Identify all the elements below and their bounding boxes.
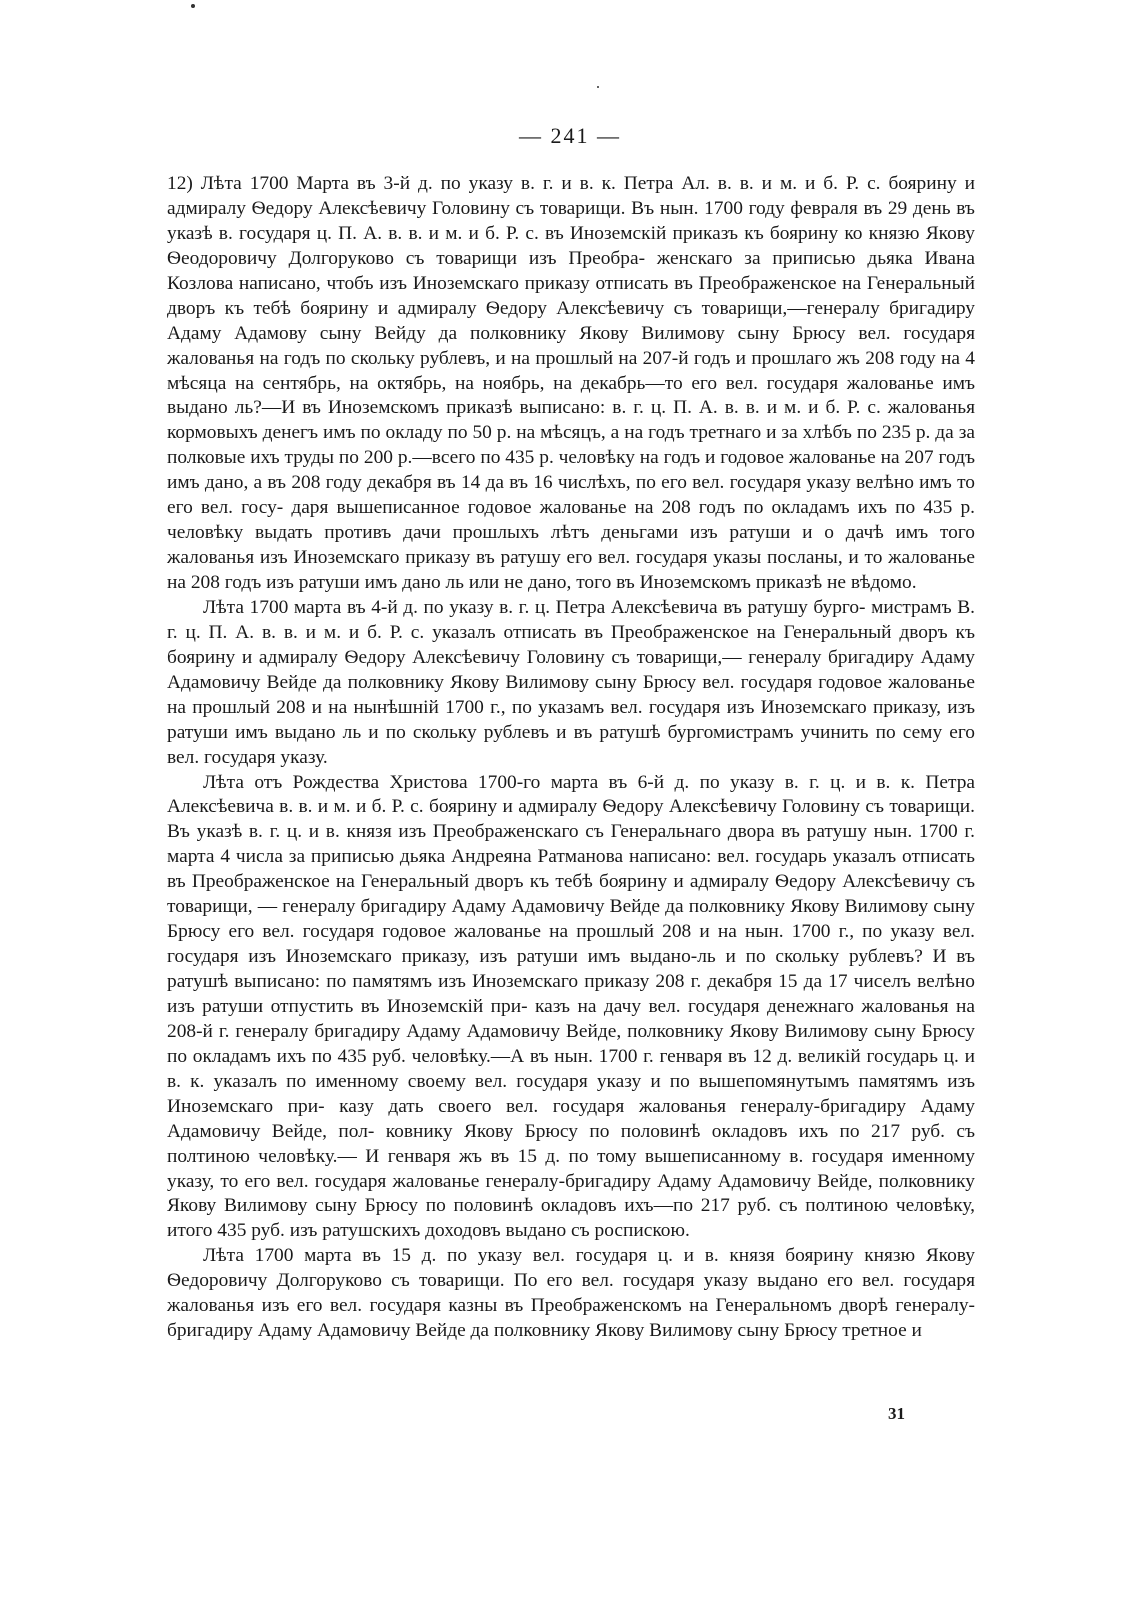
text-line: казъ на дачу вел. государя денежнаго жалованья на 208-й г. генералу бригадиру Адаму (167, 995, 975, 1042)
text-line: 208 и на нын. 1700 г., по указу вел. государя изъ Иноземскаго приказу, изъ ратуши имъ (167, 921, 975, 968)
text-line: государя изъ Иноземскаго приказу, изъ ратуши имъ выдано ль и по скольку рублевъ и въ (167, 696, 975, 743)
paragraph-4 (167, 1244, 975, 1344)
text-line: мистрамъ В. г. ц. П. А. в. в. и м. и б. Р. с. указалъ отписать въ Преображенское на (167, 596, 975, 643)
text-line: съ товарищи,—генералу бригадиру Адаму Адамову сыну Вейду да полковнику Якову Вилимову (167, 297, 975, 344)
text-line: Генеральный дворъ къ боярину и адмиралу Ѳедору Алексѣевичу Головину съ товарищи,— (167, 621, 975, 668)
text-line: Р. с. боярину и адмиралу Ѳедору Алексѣевичу Головину съ товарищи. Въ нын. 1700 году (167, 173, 975, 219)
text-line: жалованья изъ его вел. государя казны въ Преображенскомъ на Генеральномъ дворѣ генералу- (167, 1295, 975, 1317)
scan-speck (597, 86, 599, 88)
text-line: изъ Иноземскаго приказу въ ратушу его вел. государя указы посланы, и то жалованье на (167, 547, 975, 593)
text-line: даря вышеписанное годовое жалованье на 208 годъ по окладамъ ихъ по 435 р. человѣку (167, 497, 975, 544)
text-line: а на годъ третнаго и за хлѣбъ по 235 р. да за полковые ихъ труды по 200 р.—всего по (167, 422, 975, 469)
signature-mark: 31 (888, 1404, 905, 1423)
text-line: Лѣта 1700 марта въ 4-й д. по указу в. г. ц. Петра Алексѣевича въ ратушу бурго- (203, 596, 866, 618)
text-line: вел. государя жалованье имъ выдано ль?—И въ Иноземскомъ приказѣ выписано: в. г. ц. (167, 372, 975, 419)
text-line: и прошлаго жъ 208 году на 4 мѣсяца на сентябрь, на октябрь, на ноябрь, на декабрь—то его (167, 347, 975, 394)
text-line: выдано-ль и по скольку рублевъ? И въ ратушѣ выписано: по памятямъ изъ Иноземскаго (167, 946, 975, 992)
text-line: Ѳедоровичу Долгоруково съ товарищи. По его вел. государя указу выдано его вел. государя (167, 1270, 975, 1292)
text-line: адмиралу Ѳедору Алексѣевичу съ товарищи, — генералу бригадиру Адаму Адамовичу Вейде да (167, 871, 975, 918)
text-line: Лѣта 1700 марта въ 15 д. по указу вел. государя ц. и в. князя боярину князю Якову (203, 1245, 975, 1267)
text-line: 208 годъ изъ ратуши имъ дано ль или не дано, того въ Иноземскомъ приказѣ не вѣдомо. (190, 572, 917, 593)
text-line: казу дать своего вел. государя жалованья генералу-бригадиру Адаму Адамовичу Вейде, пол- (167, 1095, 975, 1142)
text-line: П. А. в. в. и м. и б. Р. с. жалованья кормовыхъ денегъ имъ по окладу по 50 р. на мѣсяцъ, (167, 397, 975, 444)
text-line: И генваря жъ въ 15 д. по тому вышеписанному в. государя именному указу, то его вел. (167, 1145, 975, 1192)
text-line: именному своему вел. государя указу и по вышепомянутымъ памятямъ изъ Иноземскаго при- (167, 1070, 975, 1117)
text-line: государя жалованье генералу-бригадиру Адаму Адамовичу Вейде, полковнику Якову Вилимову (167, 1170, 976, 1217)
text-line: Адамовичу Вейде, полковнику Якову Вилимову сыну Брюсу по окладамъ ихъ по 435 руб. (167, 1020, 975, 1067)
text-line: декабря въ 14 да въ 16 числѣхъ, по его вел. государя указу велѣно имъ то его вел. госу- (167, 472, 975, 519)
text-line: человѣку.—А въ нын. 1700 г. генваря въ 12 д. великій государь ц. и в. к. указалъ по (167, 1045, 975, 1092)
text-line: февраля въ 29 день въ указѣ в. государя ц. П. А. в. в. и м. и б. Р. с. въ Иноземскій (167, 197, 975, 244)
text-line: въ Преображенское на Генеральный дворъ къ тебѣ боярину и адмиралу Ѳедору Алексѣевичу (167, 272, 975, 319)
paragraph-1 (167, 172, 975, 596)
text-line: 12) Лѣта 1700 Марта въ 3-й д. по указу в. г. и в. к. Петра Ал. в. в. и м. и б. (167, 173, 838, 194)
page-header: — 241 — (519, 123, 621, 148)
paragraph-3 (167, 771, 975, 1245)
text-line: товарищи. Въ указѣ в. г. ц. и в. князя изъ Преображенскаго съ Генеральнаго двора въ (167, 796, 975, 843)
text-line: генералу бригадиру Адаму Адамовичу Вейде да полковнику Якову Вилимову сыну Брюсу (167, 646, 975, 693)
text-line: 435 р. человѣку на годъ и годовое жалованье на 207 годъ имъ дано, а въ 208 году (167, 447, 975, 494)
text-line: сыну Брюсу вел. государя жалованья на годъ по скольку рублевъ, и на прошлый на 207-й годъ (167, 322, 975, 369)
text-line: выдать противъ дачи прошлыхъ лѣтъ деньгами изъ ратуши и о дачѣ имъ того жалованья (167, 522, 975, 569)
text-line: сыну Брюсу по половинѣ окладовъ ихъ—по 217 руб. съ полтиною человѣку, итого 435 руб. (167, 1195, 975, 1242)
text-line: ковнику Якову Брюсу по половинѣ окладовъ ихъ по 217 руб. съ полтиною человѣку.— (167, 1120, 975, 1167)
scan-speck (191, 4, 195, 8)
text-line: Лѣта отъ Рождества Христова 1700-го марта въ 6-й д. по указу в. г. ц. и в. к. Петра (203, 771, 975, 793)
text-line: изъ ратушскихъ доходовъ выдано съ роспискою. (289, 1220, 690, 1242)
text-line: государь указалъ отписать въ Преображенское на Генеральный дворъ къ тебѣ боярину и (167, 846, 975, 893)
body-text (167, 172, 975, 1344)
text-line: женскаго за приписью дьяка Ивана Козлова написано, чтобъ изъ Иноземскаго приказу отписать (167, 247, 976, 294)
text-line: Алексѣевича в. в. и м. и б. Р. с. боярину и адмиралу Ѳедору Алексѣевичу Головину съ (167, 796, 885, 818)
text-line: приказъ къ боярину ко князю Якову Ѳеодоровичу Долгоруково съ товарищи изъ Преобра- (167, 222, 975, 269)
text-line: ратушу нын. 1700 г. марта 4 числа за приписью дьяка Андреяна Ратманова написано: вел. (167, 821, 975, 868)
text-line: ратушѣ бургомистрамъ учинить по сему его вел. государя указу. (167, 721, 976, 768)
text-line: вел. государя годовое жалованье на прошлый 208 и на нынѣшній 1700 г., по указамъ вел. (167, 671, 975, 718)
paragraph-2 (167, 596, 975, 771)
text-line: бригадиру Адаму Адамовичу Вейде да полковнику Якову Вилимову сыну Брюсу третное и (167, 1320, 922, 1342)
text-line: полковнику Якову Вилимову сыну Брюсу его вел. государя годовое жалованье на прошлый (167, 896, 975, 943)
text-line: приказу 208 г. декабря 15 да 17 чиселъ велѣно изъ ратуши отпустить въ Иноземскій при- (167, 971, 975, 1017)
